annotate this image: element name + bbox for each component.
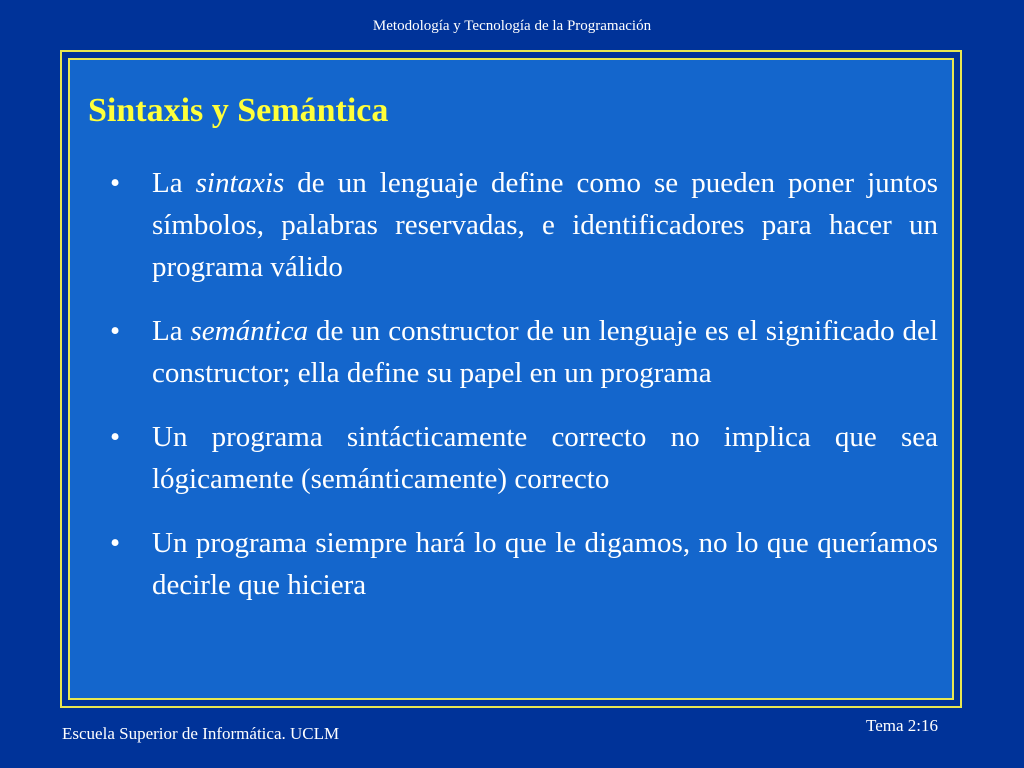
- bullet-item-sintaxis: [110, 162, 938, 288]
- bullet-text: La sintaxis de un lenguaje define como se pueden poner juntos símbolos, palabras reservadas, e identificadores para hacer un programa válido: [152, 167, 938, 283]
- bullet-icon: •: [110, 167, 121, 199]
- bullet-icon: •: [110, 527, 121, 559]
- emphasis-term: semántica: [190, 315, 309, 347]
- slide-title: Sintaxis y Semántica: [88, 92, 389, 129]
- bullet-text: Un programa sintácticamente correcto no implica que sea lógicamente (semánticamente) correcto: [152, 421, 938, 495]
- bullet-text: La semántica de un constructor de un lenguaje es el significado del constructor; ella define su papel en un programa: [152, 315, 938, 389]
- slide-number: Tema 2:16: [866, 716, 938, 735]
- bullet-icon: •: [110, 315, 121, 347]
- bullet-item-semantica: [110, 310, 938, 394]
- bullet-list: [110, 162, 938, 628]
- bullet-item-digamos: [110, 522, 938, 606]
- course-title: Metodología y Tecnología de la Programación: [372, 18, 652, 34]
- bullet-icon: •: [110, 421, 121, 453]
- bullet-text: Un programa siempre hará lo que le digamos, no lo que queríamos decirle que hiciera: [152, 527, 938, 601]
- emphasis-term: sintaxis: [195, 167, 285, 199]
- footer-institution: Escuela Superior de Informática. UCLM: [62, 724, 340, 743]
- bullet-item-correcto: [110, 416, 938, 500]
